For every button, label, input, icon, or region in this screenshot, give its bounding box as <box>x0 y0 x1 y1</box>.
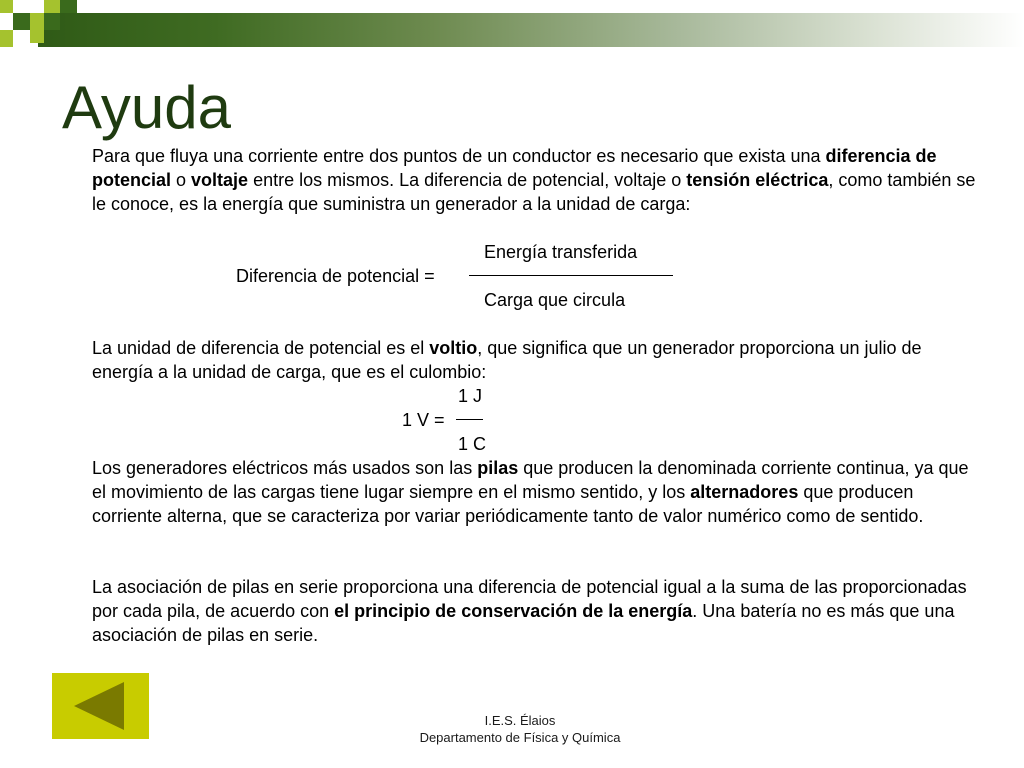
paragraph-generators: Los generadores eléctricos más usados son las pilas que producen la denominada corriente continua, ya que el movimiento de las cargas tiene lugar siempre en el mismo sentido, y los alternadores que producen corriente alterna, que se caracteriza por variar periódicamente tanto de valor numérico como de sentido. <box>92 458 969 526</box>
page-title: Ayuda <box>62 74 232 141</box>
deco-square <box>30 30 44 43</box>
paragraph-potential-difference: Para que fluya una corriente entre dos puntos de un conductor es necesario que exista una diferencia de potencial o voltaje entre los mismos. La diferencia de potencial, voltaje o tensión eléctrica, como también se le conoce, es la energía que suministra un generador a la unidad de carga: <box>92 146 976 214</box>
formula2-fraction-bar <box>456 419 483 420</box>
deco-square <box>13 13 30 30</box>
header-gradient-band <box>38 13 1024 47</box>
deco-square <box>60 0 77 13</box>
formula2-denominator: 1 C <box>458 434 487 454</box>
formula1-fraction-bar <box>469 275 673 276</box>
footer-department: Departamento de Física y Química <box>419 730 621 745</box>
deco-square <box>44 0 60 13</box>
deco-square <box>0 0 13 13</box>
deco-square <box>30 13 44 30</box>
paragraph-series-cells: La asociación de pilas en serie proporciona una diferencia de potencial igual a la suma de las proporcionadas por cada pila, de acuerdo con el principio de conservación de la energía. Una batería no es más que una asociación de pilas en serie. <box>92 577 967 645</box>
formula1-denominator: Carga que circula <box>484 290 626 310</box>
back-button[interactable] <box>52 673 149 739</box>
paragraph-volt-unit: La unidad de diferencia de potencial es el voltio, que significa que un generador proporciona un julio de energía a la unidad de carga, que es el culombio: <box>92 338 922 382</box>
formula2-lhs: 1 V = <box>402 410 445 430</box>
deco-square <box>44 13 60 30</box>
formula1-numerator: Energía transferida <box>484 242 638 262</box>
formula1-lhs: Diferencia de potencial = <box>236 266 435 286</box>
footer-school: I.E.S. Élaios <box>484 713 556 728</box>
back-triangle-icon <box>52 673 149 739</box>
formula2-numerator: 1 J <box>458 386 483 406</box>
deco-square <box>0 30 13 47</box>
